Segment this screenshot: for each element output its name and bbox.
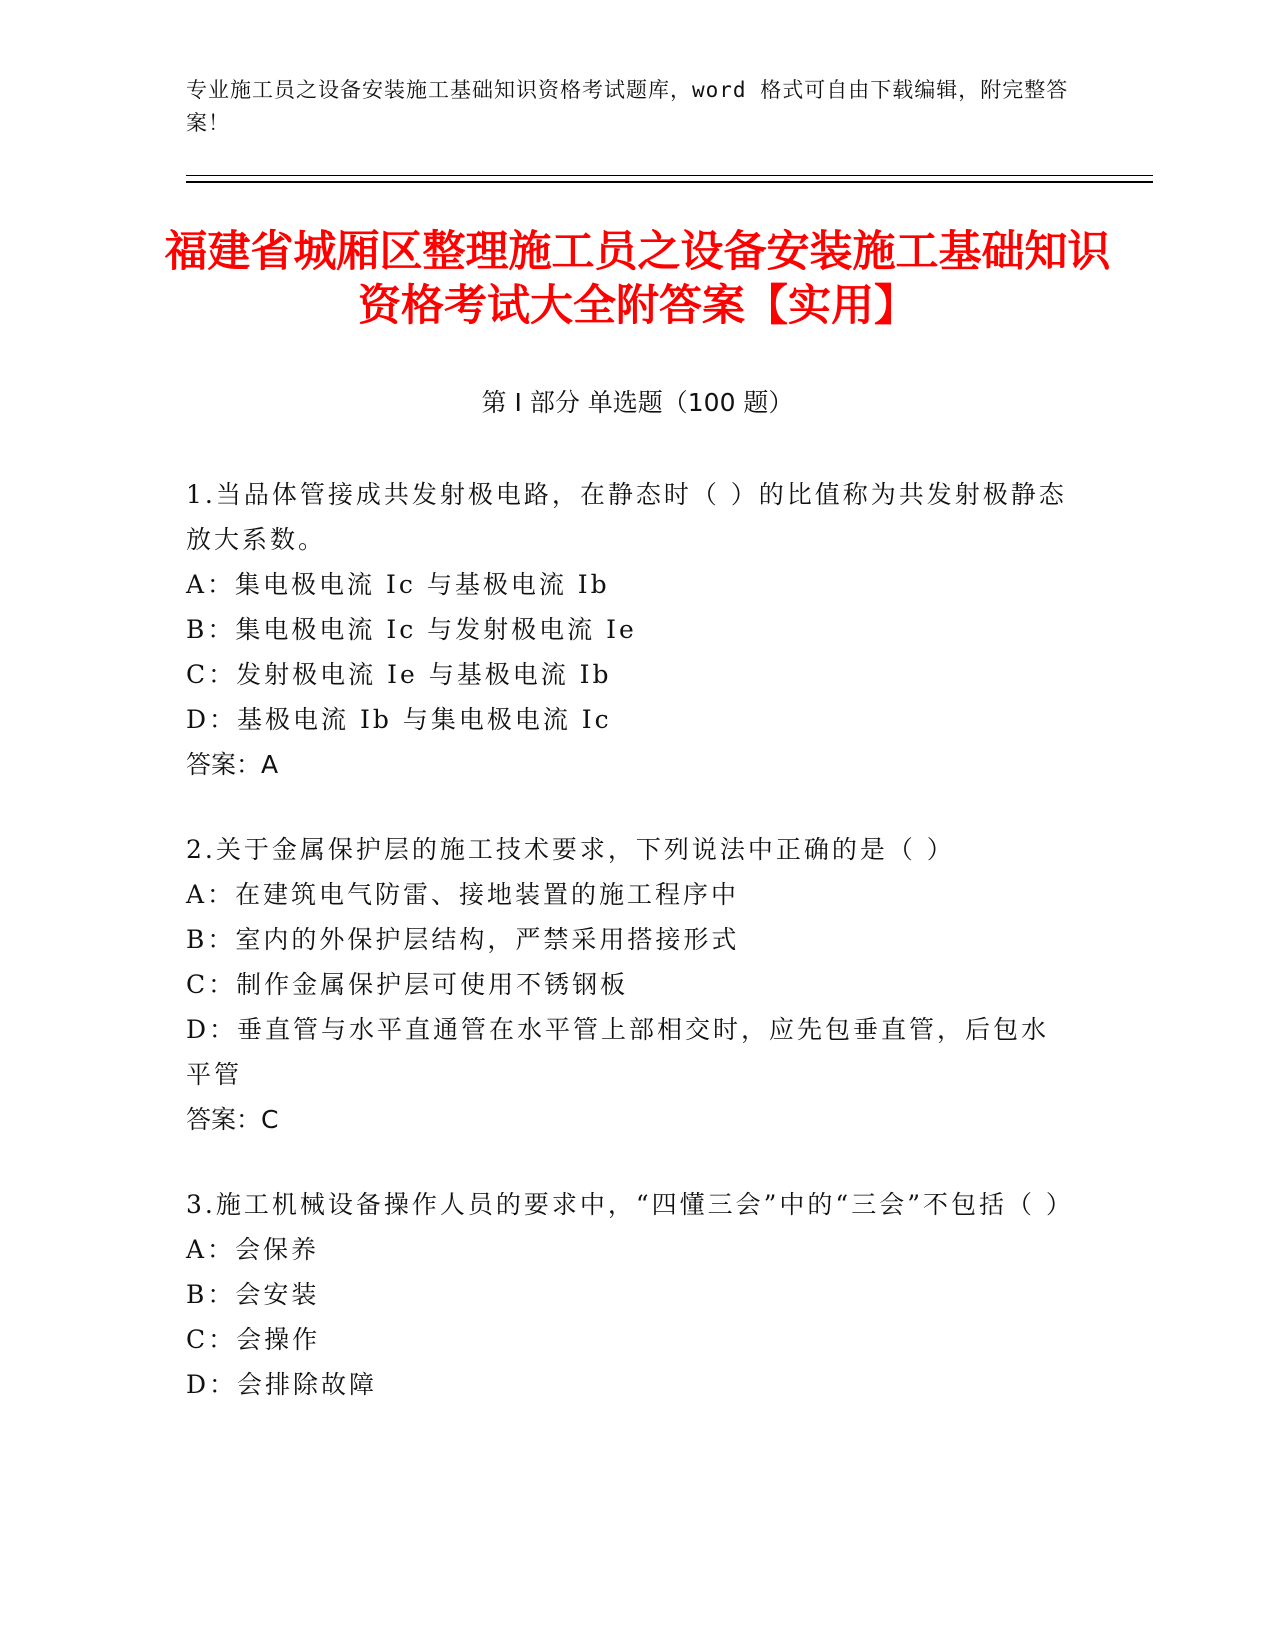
option-a: A：会保养 [186, 1235, 320, 1264]
document-title: 福建省城厢区整理施工员之设备安装施工基础知识资格考试大全附答案【实用】 [164, 227, 1111, 331]
option-d: D：基极电流 Ib 与集电极电流 Ic [186, 705, 612, 734]
option-a: A：集电极电流 Ic 与基极电流 Ib [186, 570, 610, 599]
option-b: B：集电极电流 Ic 与发射极电流 Ie [186, 615, 637, 644]
section-title: 第 I 部分 单选题（100 题） [481, 388, 794, 417]
answer: 答案：A [186, 750, 279, 779]
question-list [186, 472, 1076, 1447]
option-b: B：室内的外保护层结构，严禁采用搭接形式 [186, 925, 740, 954]
answer: 答案：C [186, 1105, 279, 1134]
page-header: 专业施工员之设备安装施工基础知识资格考试题库，word 格式可自由下载编辑，附完整答案！ [186, 78, 1069, 135]
option-d: D：会排除故障 [186, 1370, 378, 1399]
option-c: C：制作金属保护层可使用不锈钢板 [186, 970, 629, 999]
option-b: B：会安装 [186, 1280, 320, 1309]
question-stem: 3.施工机械设备操作人员的要求中，“四懂三会”中的“三会”不包括（ ） [186, 1190, 1074, 1219]
option-a: A：在建筑电气防雷、接地装置的施工程序中 [186, 880, 740, 909]
question-1 [186, 472, 1076, 787]
question-2 [186, 827, 1076, 1142]
question-stem: 1.当品体管接成共发射极电路，在静态时（ ）的比值称为共发射极静态放大系数。 [186, 480, 1067, 554]
header-rule-top [186, 175, 1153, 176]
option-c: C：发射极电流 Ie 与基极电流 Ib [186, 660, 612, 689]
question-3 [186, 1182, 1076, 1407]
option-d: D：垂直管与水平直通管在水平管上部相交时，应先包垂直管，后包水平管 [186, 1015, 1050, 1089]
option-c: C：会操作 [186, 1325, 321, 1354]
question-stem: 2.关于金属保护层的施工技术要求，下列说法中正确的是（ ） [186, 835, 955, 864]
header-rule-bottom [186, 181, 1153, 183]
